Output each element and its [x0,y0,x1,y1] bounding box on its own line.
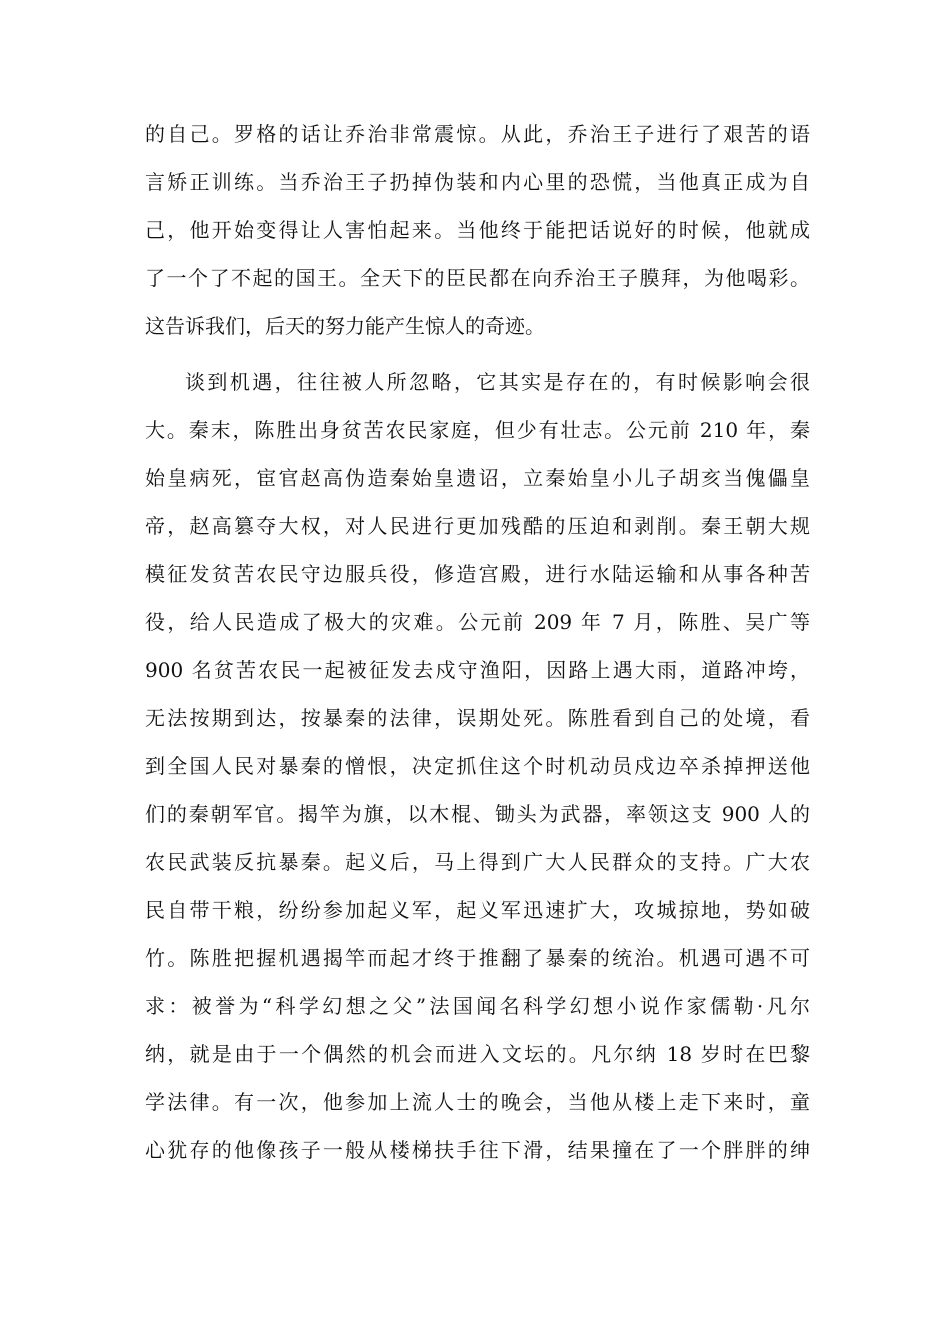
text-line: 纳，就是由于一个偶然的机会而进入文坛的。凡尔纳 18 岁时在巴黎 [145,1042,810,1066]
text-line: 大。秦末，陈胜出身贫苦农民家庭，但少有壮志。公元前 210 年，秦 [145,418,810,442]
text-line: 竹。陈胜把握机遇揭竿而起才终于推翻了暴秦的统治。机遇可遇不可 [145,946,810,970]
text-line: 的自己。罗格的话让乔治非常震惊。从此，乔治王子进行了艰苦的语 [145,122,810,146]
text-line: 帝，赵高篡夺大权，对人民进行更加残酷的压迫和剥削。秦王朝大规 [145,514,810,538]
text-line: 谈到机遇，往往被人所忽略，它其实是存在的，有时候影响会很 [185,370,810,394]
text-line: 了一个了不起的国王。全天下的臣民都在向乔治王子膜拜，为他喝彩。 [145,266,810,290]
text-line: 无法按期到达，按暴秦的法律，误期处死。陈胜看到自己的处境，看 [145,706,810,730]
text-line: 到全国人民对暴秦的憎恨，决定抓住这个时机动员戍边卒杀掉押送他 [145,754,810,778]
text-line: 学法律。有一次，他参加上流人士的晚会，当他从楼上走下来时，童 [145,1090,810,1114]
text-line: 心犹存的他像孩子一般从楼梯扶手往下滑，结果撞在了一个胖胖的绅 [145,1138,810,1162]
text-line: 求：被誉为“科学幻想之父”法国闻名科学幻想小说作家儒勒·凡尔 [145,994,810,1018]
text-line: 们的秦朝军官。揭竿为旗，以木棍、锄头为武器，率领这支 900 人的 [145,802,810,826]
text-line: 这告诉我们，后天的努力能产生惊人的奇迹。 [145,314,545,338]
text-line: 模征发贫苦农民守边服兵役，修造宫殿，进行水陆运输和从事各种苦 [145,562,810,586]
text-line: 言矫正训练。当乔治王子扔掉伪装和内心里的恐慌，当他真正成为自 [145,170,810,194]
text-line: 900 名贫苦农民一起被征发去戍守渔阳，因路上遇大雨，道路冲垮， [145,658,810,682]
text-line: 民自带干粮，纷纷参加起义军，起义军迅速扩大，攻城掠地，势如破 [145,898,810,922]
text-line: 始皇病死，宦官赵高伪造秦始皇遗诏，立秦始皇小儿子胡亥当傀儡皇 [145,466,810,490]
text-line: 己，他开始变得让人害怕起来。当他终于能把话说好的时候，他就成 [145,218,810,242]
text-line: 农民武装反抗暴秦。起义后，马上得到广大人民群众的支持。广大农 [145,850,810,874]
text-line: 役，给人民造成了极大的灾难。公元前 209 年 7 月，陈胜、吴广等 [145,610,810,634]
